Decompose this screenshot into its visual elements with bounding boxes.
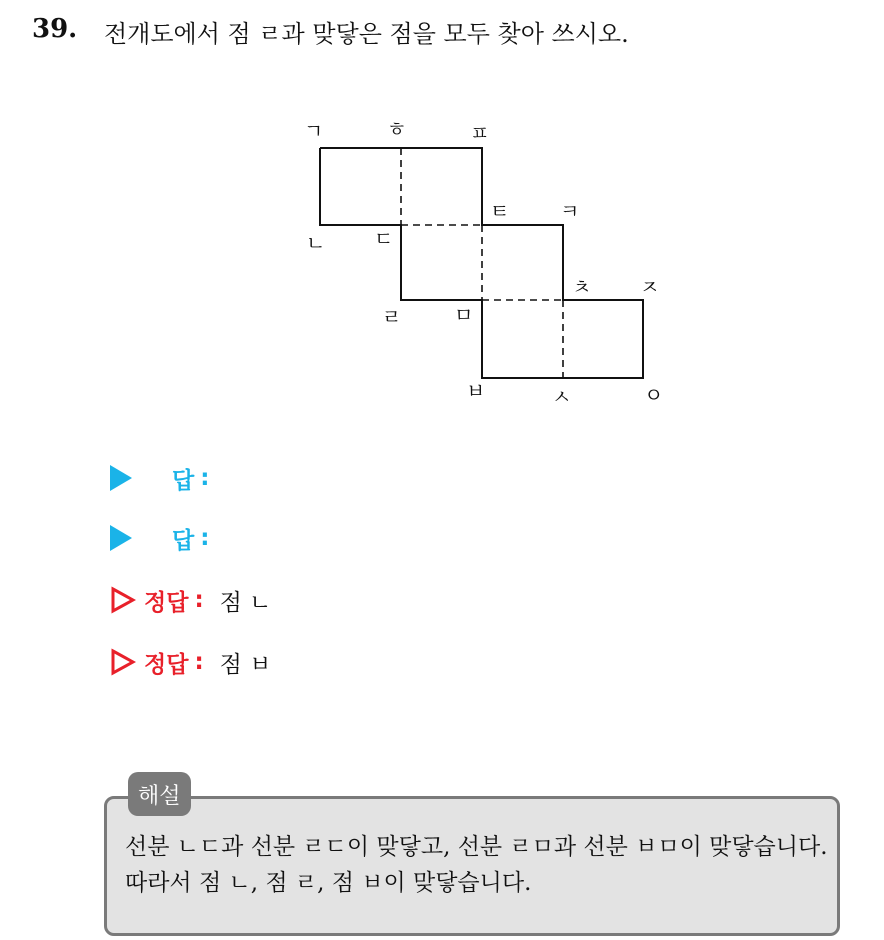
vertex-label-j: ㅈ (640, 275, 660, 299)
outline-triangle-icon (110, 648, 136, 676)
vertex-label-p: ㅍ (470, 121, 490, 145)
vertex-label-s: ㅅ (552, 385, 572, 409)
vertex-label-n: ㄴ (306, 231, 326, 255)
cube-net-diagram (290, 110, 680, 420)
answer-label: 답 (172, 527, 195, 554)
answer-colon: : (200, 525, 210, 551)
question-number: 39. (32, 14, 78, 44)
question-text: 전개도에서 점 ㄹ과 맞닿은 점을 모두 찾아 쓰시오. (104, 20, 629, 48)
vertex-label-k: ㅋ (560, 199, 580, 223)
correct-colon: : (194, 587, 204, 613)
answer-colon: : (200, 465, 210, 491)
correct-value: 점 ㄴ (219, 589, 272, 616)
vertex-label-h: ㅎ (387, 117, 407, 141)
correct-answer-1 (110, 582, 271, 618)
explanation-tab: 해설 (128, 772, 191, 816)
correct-label: 정답 (144, 589, 189, 616)
correct-value: 점 ㅂ (219, 651, 272, 678)
answer-line-1 (110, 460, 209, 496)
vertex-label-o: ㅇ (644, 383, 664, 407)
filled-triangle-icon (110, 465, 132, 491)
vertex-label-ch: ㅊ (572, 275, 592, 299)
vertex-label-t: ㅌ (490, 199, 510, 223)
correct-answer-2 (110, 644, 271, 680)
outline-triangle-icon (110, 586, 136, 614)
vertex-label-r: ㄹ (382, 305, 402, 329)
vertex-label-g: ㄱ (304, 119, 324, 143)
correct-label: 정답 (144, 651, 189, 678)
vertex-label-d: ㄷ (374, 227, 394, 251)
correct-colon: : (194, 649, 204, 675)
answer-label: 답 (172, 467, 195, 494)
filled-triangle-icon (110, 525, 132, 551)
explanation-text: 선분 ㄴㄷ과 선분 ㄹㄷ이 맞닿고, 선분 ㄹㅁ과 선분 ㅂㅁ이 맞닿습니다. 따라서 점 ㄴ, 점 ㄹ, 점 ㅂ이 맞닿습니다. (125, 834, 828, 896)
answer-line-2 (110, 520, 209, 556)
vertex-label-m: ㅁ (454, 303, 474, 327)
vertex-label-b: ㅂ (466, 379, 486, 403)
explanation-box (104, 796, 840, 936)
